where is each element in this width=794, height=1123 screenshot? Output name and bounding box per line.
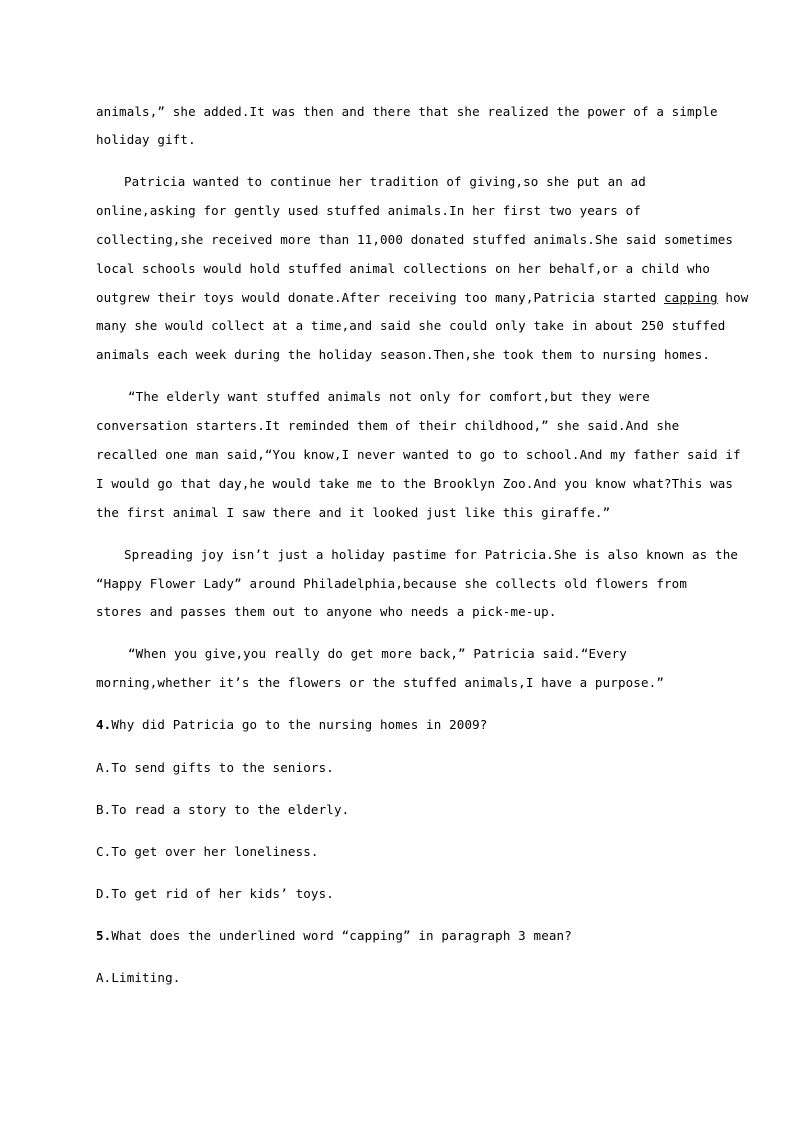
paragraph-line: stores and passes them out to anyone who needs a pick-me-up.: [96, 604, 557, 619]
paragraph-line: Spreading joy isn’t just a holiday pastime for Patricia.She is also known as the: [124, 547, 739, 562]
paragraph-line: online,asking for gently used stuffed animals.In her first two years of: [96, 203, 641, 218]
paragraph-line: local schools would hold stuffed animal collections on her behalf,or a child who: [96, 261, 711, 276]
paragraph-line: morning,whether it’s the flowers or the stuffed animals,I have a purpose.”: [96, 675, 664, 690]
paragraph-line: animals each week during the holiday season.Then,she took them to nursing homes.: [96, 347, 711, 362]
paragraph-line: [96, 290, 748, 306]
question-number: 4.: [96, 717, 112, 732]
paragraph-line: I would go that day,he would take me to the Brooklyn Zoo.And you know what?This was: [96, 476, 734, 491]
paragraph-line: “The elderly want stuffed animals not only for comfort,but they were: [128, 389, 650, 404]
answer-option-c: C.To get over her loneliness.: [96, 844, 319, 859]
line-text: how: [717, 290, 749, 305]
paragraph-line: holiday gift.: [96, 132, 196, 147]
paragraph-line: the first animal I saw there and it looked just like this giraffe.”: [96, 505, 611, 520]
paragraph-line: “When you give,you really do get more back,” Patricia said.“Every: [128, 646, 627, 661]
question-number: 5.: [96, 928, 112, 943]
question-4: [96, 717, 487, 733]
underlined-word: capping: [664, 290, 718, 305]
paragraph-line: “Happy Flower Lady” around Philadelphia,because she collects old flowers from: [96, 576, 688, 591]
answer-option-d: D.To get rid of her kids’ toys.: [96, 886, 334, 901]
paragraph-line: animals,” she added.It was then and there that she realized the power of a simple: [96, 104, 718, 119]
paragraph-line: many she would collect at a time,and said she could only take in about 250 stuffed: [96, 318, 726, 333]
paragraph-line: recalled one man said,“You know,I never wanted to go to school.And my father said if: [96, 447, 741, 462]
answer-option-a: A.To send gifts to the seniors.: [96, 760, 334, 775]
question-text: Why did Patricia go to the nursing homes in 2009?: [111, 717, 488, 732]
answer-option-b: B.To read a story to the elderly.: [96, 802, 350, 817]
paragraph-line: conversation starters.It reminded them of their childhood,” she said.And she: [96, 418, 680, 433]
paragraph-line: Patricia wanted to continue her tradition of giving,so she put an ad: [124, 174, 646, 189]
line-text: outgrew their toys would donate.After receiving too many,Patricia started: [96, 290, 664, 305]
question-text: What does the underlined word “capping” in paragraph 3 mean?: [111, 928, 572, 943]
question-5: [96, 928, 572, 944]
paragraph-line: collecting,she received more than 11,000 donated stuffed animals.She said sometimes: [96, 232, 734, 247]
answer-option-a: A.Limiting.: [96, 970, 181, 985]
